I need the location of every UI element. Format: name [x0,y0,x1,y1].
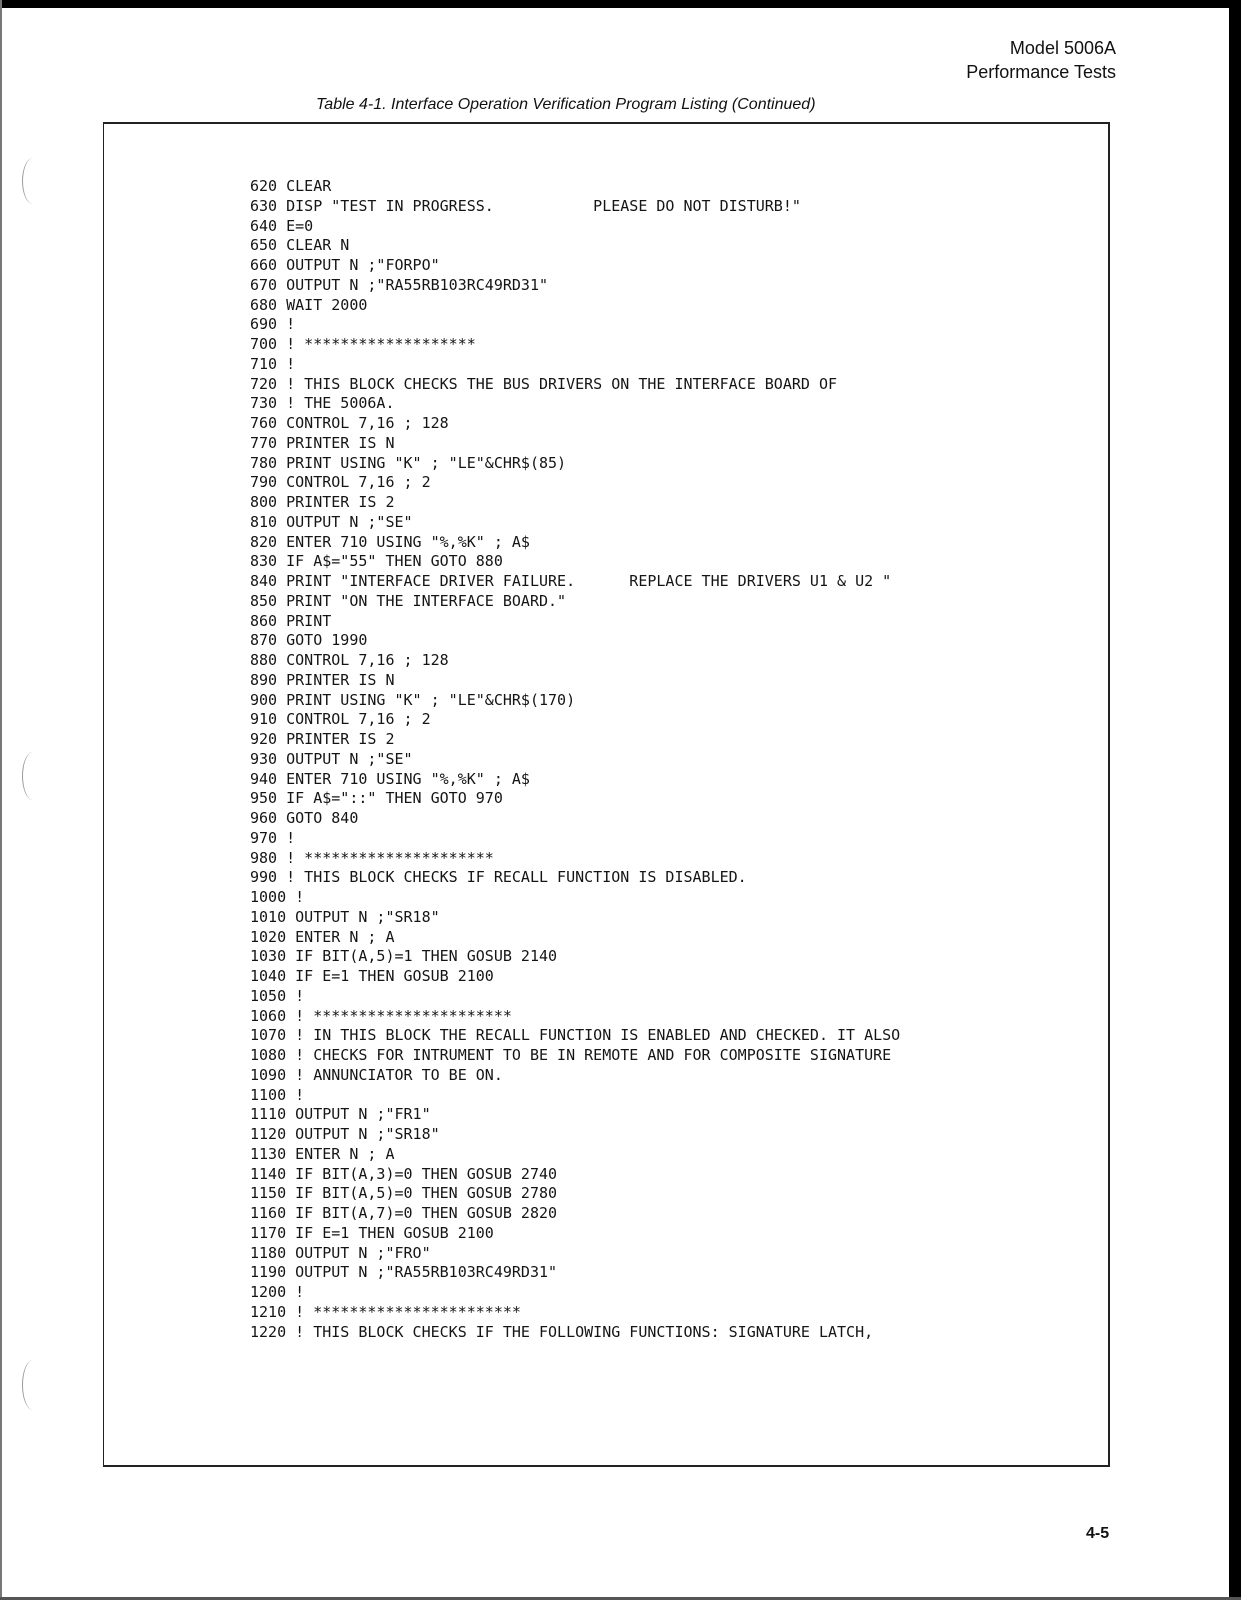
code-line [250,315,900,335]
line-number: 1060 [250,1006,287,1025]
line-number: 930 [250,749,278,768]
header-model: Model 5006A [1009,38,1116,58]
code-text: PRINTER IS N [286,433,395,452]
code-line [250,1263,900,1283]
page-edge-top [0,0,1241,8]
code-line [250,829,900,849]
line-number: 1040 [250,967,287,985]
code-line [250,513,900,533]
line-number: 990 [250,868,278,887]
line-number: 960 [250,809,278,827]
code-text: E=0 [286,216,314,235]
code-line [250,414,900,434]
line-number: 710 [250,354,278,373]
code-text: OUTPUT N ;"SR18" [295,907,440,926]
code-line [250,1026,900,1046]
code-line [250,1224,900,1244]
code-line [250,1204,900,1224]
code-line [250,394,900,414]
line-number: 780 [250,453,278,472]
line-number: 1090 [250,1065,287,1084]
code-line [250,612,900,632]
code-line [250,1105,900,1125]
page-edge-left [0,0,2,1600]
code-line [250,1007,900,1027]
code-line [250,671,900,691]
code-line [250,770,900,790]
line-number: 1170 [250,1223,287,1242]
line-number: 650 [250,236,278,255]
line-number: 900 [250,690,278,709]
page-number: 4-5 [1086,1525,1110,1542]
code-text: OUTPUT N ;"RA55RB103RC49RD31" [286,275,549,294]
code-text: ! THIS BLOCK CHECKS IF THE FOLLOWING FUNCTIONS: SIGNATURE LATCH, [295,1322,874,1341]
line-number: 1050 [250,986,287,1005]
code-line [250,1066,900,1086]
code-text: IF BIT(A,3)=0 THEN GOSUB 2740 [295,1164,558,1183]
line-number: 1160 [250,1204,287,1222]
line-number: 680 [250,295,278,314]
page-edge-right [1229,0,1241,1600]
binder-hole-mark [22,158,44,204]
line-number: 1220 [250,1322,287,1341]
code-text: PRINT USING "K" ; "LE"&CHR$(85) [286,453,567,472]
line-number: 830 [250,552,278,571]
code-line [250,533,900,553]
header-section: Performance Tests [966,62,1116,82]
code-text: CONTROL 7,16 ; 2 [286,473,431,492]
code-line [250,473,900,493]
code-line [250,572,900,592]
line-number: 970 [250,828,278,847]
line-number: 730 [250,394,278,413]
code-text: IF BIT(A,7)=0 THEN GOSUB 2820 [295,1204,558,1222]
line-number: 1020 [250,927,287,946]
code-text: IF A$="55" THEN GOTO 880 [286,552,503,571]
line-number: 1190 [250,1263,287,1282]
line-number: 630 [250,196,278,215]
line-number: 790 [250,473,278,492]
code-line [250,947,900,967]
code-line [250,454,900,474]
code-line [250,1323,900,1343]
code-line [250,493,900,513]
code-line [250,375,900,395]
line-number: 800 [250,493,278,511]
line-number: 1120 [250,1125,287,1143]
code-line [250,651,900,671]
line-number: 920 [250,730,278,748]
code-text: PRINTER IS N [286,670,395,689]
code-text: OUTPUT N ;"SE" [286,512,413,531]
code-line [250,1046,900,1066]
line-number: 810 [250,512,278,531]
code-text: GOTO 840 [286,809,359,827]
code-text: WAIT 2000 [286,295,368,314]
code-text: ! THIS BLOCK CHECKS IF RECALL FUNCTION IS DISABLED. [286,868,747,887]
code-text: PRINTER IS 2 [286,493,395,511]
code-text: OUTPUT N ;"SE" [286,749,413,768]
line-number: 1080 [250,1046,287,1064]
line-number: 770 [250,433,278,452]
code-text: CLEAR N [286,236,350,255]
code-line [250,1145,900,1165]
code-line [250,691,900,711]
code-line [250,592,900,612]
line-number: 1070 [250,1026,287,1045]
code-line [250,1086,900,1106]
code-line [250,177,900,197]
code-text: ! THIS BLOCK CHECKS THE BUS DRIVERS ON THE INTERFACE BOARD OF [286,374,838,393]
code-text: ! [295,888,305,906]
code-text: DISP "TEST IN PROGRESS. PLEASE DO NOT DISTURB!" [286,196,801,215]
code-text: ! ******************* [286,335,476,353]
line-number: 940 [250,769,278,788]
line-number: 950 [250,789,278,808]
code-text: OUTPUT N ;"FR1" [295,1105,431,1124]
binder-hole-mark [22,1360,44,1410]
line-number: 890 [250,670,278,689]
code-text: OUTPUT N ;"SR18" [295,1125,440,1143]
code-line [250,296,900,316]
code-text: ! ANNUNCIATOR TO BE ON. [295,1065,503,1084]
code-line [250,967,900,987]
code-line [250,355,900,375]
code-text: IF A$="::" THEN GOTO 970 [286,789,503,808]
code-text: CONTROL 7,16 ; 128 [286,651,449,669]
line-number: 870 [250,631,278,650]
code-line [250,217,900,237]
code-line [250,1283,900,1303]
code-line [250,1244,900,1264]
code-text: CONTROL 7,16 ; 128 [286,414,449,432]
code-text: CLEAR [286,177,332,195]
code-text: PRINT USING "K" ; "LE"&CHR$(170) [286,690,576,709]
code-line [250,809,900,829]
binder-hole-mark [22,752,44,800]
code-text: IF BIT(A,5)=0 THEN GOSUB 2780 [295,1184,558,1203]
code-text: ! [286,828,296,847]
line-number: 1110 [250,1105,287,1124]
code-line [250,710,900,730]
code-text: ! ********************* [286,848,494,867]
code-text: ENTER 710 USING "%,%K" ; A$ [286,532,530,551]
code-line [250,197,900,217]
line-number: 720 [250,374,278,393]
table-title: Table 4-1. Interface Operation Verification Program Listing (Continued) [316,96,816,113]
code-text: PRINT [286,611,332,630]
code-text: OUTPUT N ;"FORPO" [286,256,440,274]
code-line [250,552,900,572]
code-line [250,434,900,454]
code-line [250,928,900,948]
code-line [250,849,900,869]
code-text: ! [286,315,296,334]
code-text: PRINT "ON THE INTERFACE BOARD." [286,591,567,610]
code-text: GOTO 1990 [286,631,368,650]
code-line [250,335,900,355]
code-line [250,987,900,1007]
code-text: PRINT "INTERFACE DRIVER FAILURE. REPLACE THE DRIVERS U1 & U2 " [286,572,892,590]
line-number: 880 [250,651,278,669]
code-line [250,631,900,651]
code-line [250,789,900,809]
code-line [250,868,900,888]
line-number: 1100 [250,1085,287,1104]
code-line [250,236,900,256]
line-number: 820 [250,532,278,551]
line-number: 860 [250,611,278,630]
code-line [250,1165,900,1185]
line-number: 910 [250,710,278,729]
code-text: ! THE 5006A. [286,394,395,413]
line-number: 1200 [250,1283,287,1301]
code-text: ! [286,354,296,373]
line-number: 640 [250,216,278,235]
code-text: IF E=1 THEN GOSUB 2100 [295,967,494,985]
program-listing [250,177,900,1342]
line-number: 850 [250,591,278,610]
code-text: ! *********************** [295,1302,521,1321]
code-line [250,1125,900,1145]
line-number: 980 [250,848,278,867]
code-text: ENTER 710 USING "%,%K" ; A$ [286,769,530,788]
line-number: 1150 [250,1184,287,1203]
code-text: ! [295,1085,305,1104]
line-number: 620 [250,177,278,195]
code-line [250,908,900,928]
page-header [966,36,1116,84]
code-text: ENTER N ; A [295,927,395,946]
code-text: ! CHECKS FOR INTRUMENT TO BE IN REMOTE AND FOR COMPOSITE SIGNATURE [295,1046,892,1064]
line-number: 700 [250,335,278,353]
code-text: ! IN THIS BLOCK THE RECALL FUNCTION IS ENABLED AND CHECKED. IT ALSO [295,1026,901,1045]
code-text: ! ********************** [295,1006,512,1025]
line-number: 1210 [250,1302,287,1321]
code-text: ! [295,1283,305,1301]
code-line [250,256,900,276]
line-number: 760 [250,414,278,432]
line-number: 1130 [250,1144,287,1163]
code-line [250,276,900,296]
code-line [250,1184,900,1204]
code-line [250,750,900,770]
line-number: 670 [250,275,278,294]
code-text: IF E=1 THEN GOSUB 2100 [295,1223,494,1242]
code-text: PRINTER IS 2 [286,730,395,748]
line-number: 840 [250,572,278,590]
line-number: 690 [250,315,278,334]
line-number: 1140 [250,1164,287,1183]
code-text: ! [295,986,305,1005]
code-text: ENTER N ; A [295,1144,395,1163]
code-line [250,888,900,908]
code-line [250,730,900,750]
code-text: OUTPUT N ;"RA55RB103RC49RD31" [295,1263,558,1282]
code-text: IF BIT(A,5)=1 THEN GOSUB 2140 [295,947,558,966]
line-number: 1180 [250,1243,287,1262]
line-number: 660 [250,256,278,274]
line-number: 1010 [250,907,287,926]
line-number: 1000 [250,888,287,906]
code-text: OUTPUT N ;"FRO" [295,1243,431,1262]
code-text: CONTROL 7,16 ; 2 [286,710,431,729]
code-line [250,1303,900,1323]
line-number: 1030 [250,947,287,966]
